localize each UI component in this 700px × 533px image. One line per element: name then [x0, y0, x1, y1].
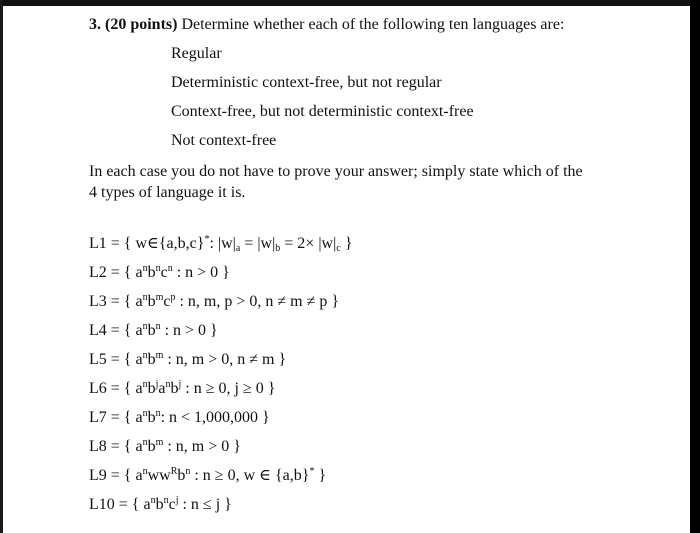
language-l2: L2 = { $a^nb^nc^n$ : n > 0 } — [89, 263, 230, 281]
language-l1: L1 = { w∈{a,b,c}*: $|w|_a = |w|_b = 2\times |w|_c$ } — [89, 234, 353, 254]
language-l4: L4 = { $a^nb^n$ : n > 0 } — [89, 321, 218, 339]
instruction-paragraph: In each case you do not have to prove your answer; simply state which of the 4 types of language it is. — [89, 163, 583, 201]
option-regular: Regular — [171, 45, 222, 62]
option-not-context-free: Not context-free — [171, 132, 277, 149]
language-l8: L8 = { $a^nb^m$ : n, m > 0 } — [89, 437, 241, 455]
language-l7: L7 = { $a^nb^n$: n < 1,000,000 } — [89, 408, 270, 426]
left-border — [0, 0, 3, 533]
option-context-free: Context-free, but not deterministic context-free — [171, 103, 474, 120]
question-number: 3. — [89, 16, 101, 33]
right-border — [690, 0, 700, 533]
top-border — [0, 0, 700, 6]
language-l10: L10 = { $a^nb^nc^j$ : n ≤ j } — [89, 495, 232, 513]
language-l3: L3 = { $a^nb^mc^p$ : n, m, p > 0, n ≠ m ≠ p } — [89, 292, 340, 310]
language-l9: L9 = { $a^nww^Rb^n$ : n ≥ 0, w ∈ {a,b}* } — [89, 466, 327, 484]
question-points: (20 points) — [105, 16, 178, 33]
question-prompt: Determine whether each of the following ten languages are: — [181, 16, 565, 33]
language-l6: L6 = { $a^nb^ja^nb^j$ : n ≥ 0, j ≥ 0 } — [89, 379, 276, 397]
language-l5: L5 = { $a^nb^m$ : n, m > 0, n ≠ m } — [89, 350, 287, 368]
question-header — [89, 17, 564, 33]
option-deterministic-cf: Deterministic context-free, but not regular — [171, 74, 442, 91]
